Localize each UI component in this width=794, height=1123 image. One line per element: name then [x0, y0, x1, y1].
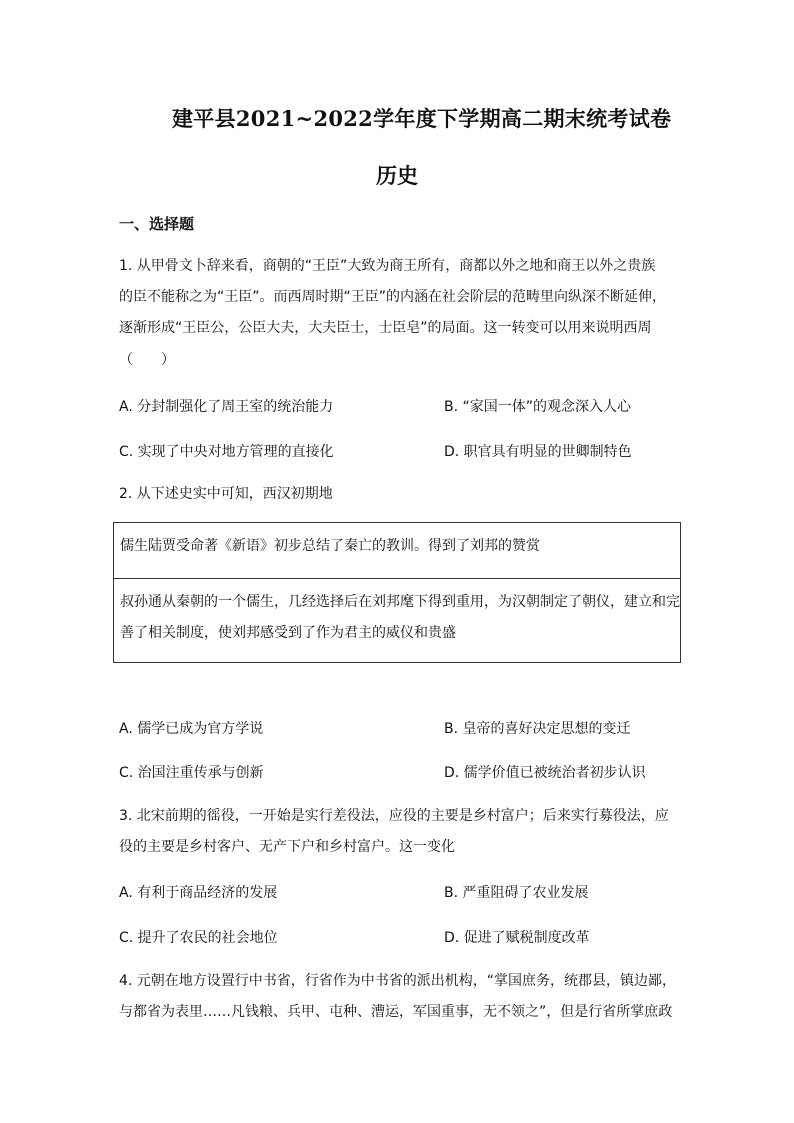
question-1-line-4: （ ） [119, 352, 175, 368]
question-4-line-1: 4. 元朝在地方设置行中书省，行省作为中书省的派出机构，“掌国庶务，统郡县，镇边鄙， [119, 973, 677, 989]
question-1-option-a[interactable]: A. 分封制强化了周王室的统治能力 [119, 399, 334, 415]
question-3-option-d[interactable]: D. 促进了赋税制度改革 [444, 930, 590, 946]
question-1-option-d[interactable]: D. 职官具有明显的世卿制特色 [444, 444, 632, 460]
question-3-option-b[interactable]: B. 严重阻碍了农业发展 [444, 885, 589, 901]
question-3-line-2: 役的主要是乡村客户、无产下户和乡村富户。这一变化 [119, 839, 455, 855]
question-3-option-c[interactable]: C. 提升了农民的社会地位 [119, 930, 278, 946]
question-1-option-c[interactable]: C. 实现了中央对地方管理的直接化 [119, 444, 334, 460]
page-title: 建平县2021~2022学年度下学期高二期末统考试卷 [172, 106, 672, 131]
question-1-line-2: 的臣不能称之为“王臣”。而西周时期“王臣”的内涵在社会阶层的范畴里向纵深不断延伸， [119, 289, 667, 305]
question-1-line-3: 逐渐形成“王臣公，公臣大夫，大夫臣士，士臣皂”的局面。这一转变可以用来说明西周 [119, 320, 652, 336]
question-3-line-1: 3. 北宋前期的徭役，一开始是实行差役法，应役的主要是乡村富户；后来实行募役法，应 [119, 808, 669, 824]
source-table [113, 522, 681, 663]
question-3-option-a[interactable]: A. 有利于商品经济的发展 [119, 885, 278, 901]
subject-title: 历史 [376, 163, 418, 188]
question-2-option-b[interactable]: B. 皇帝的喜好决定思想的变迁 [444, 721, 631, 737]
table-row-2-line-1: 叔孙通从秦朝的一个儒生，几经选择后在刘邦麾下得到重用，为汉朝制定了朝仪，建立和完 [120, 594, 680, 610]
question-4-line-2: 与都省为表里……凡钱粮、兵甲、屯种、漕运，军国重事，无不领之”，但是行省所掌庶政 [119, 1004, 673, 1020]
question-2-stem: 2. 从下述史实中可知，西汉初期地 [119, 486, 333, 502]
question-2-option-c[interactable]: C. 治国注重传承与创新 [119, 765, 264, 781]
question-1-line-1: 1. 从甲骨文卜辞来看，商朝的“王臣”大致为商王所有，商都以外之地和商王以外之贵族 [119, 258, 656, 274]
table-row-1: 儒生陆贾受命著《新语》初步总结了秦亡的教训。得到了刘邦的赞赏 [120, 538, 540, 554]
table-row-2-line-2: 善了相关制度，使刘邦感受到了作为君主的威仪和贵盛 [120, 625, 456, 641]
table-divider [114, 578, 680, 579]
question-2-option-d[interactable]: D. 儒学价值已被统治者初步认识 [444, 765, 646, 781]
question-2-option-a[interactable]: A. 儒学已成为官方学说 [119, 721, 264, 737]
question-1-option-b[interactable]: B. “家国一体”的观念深入人心 [444, 399, 632, 415]
section-heading: 一、选择题 [119, 215, 195, 233]
